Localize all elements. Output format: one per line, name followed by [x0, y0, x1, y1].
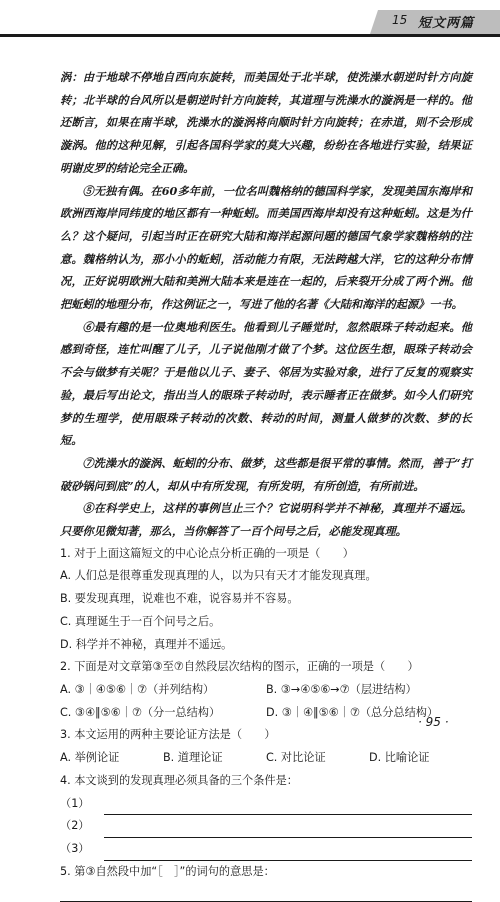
header-rule — [0, 34, 500, 37]
passage-paragraph: ⑧在科学史上，这样的事例岂止三个？它说明科学并不神秘，真理并不遥远。只要你见微知著，那么，当你解答了一百个问号之后，必能发现真理。 — [60, 501, 472, 539]
question-stem: 3. 本文运用的两种主要论证方法是（ ） — [60, 728, 276, 742]
question-stem: 4. 本文谈到的发现真理必须具备的三个条件是： — [60, 773, 298, 787]
blank-number: （2） — [60, 819, 90, 833]
chapter-number: 15 — [392, 13, 408, 27]
section-title: 短文两篇 — [418, 16, 475, 31]
question-1 — [60, 543, 472, 657]
page-content — [60, 66, 472, 902]
question-2 — [60, 656, 472, 724]
passage-paragraph: ⑤无独有偶。在60多年前，一位名叫魏格纳的德国科学家，发现美国东海岸和欧洲西海岸同纬度的地区都有一种蚯蚓。而美国西海岸却没有这种蚯蚓。这是为什么？这个疑问，引起当时正在研究大陆和海洋起源问题的德国气象学家魏格纳的注意。魏格纳认为，那小小的蚯蚓，活动能力有限，无法跨越大洋，它的这种分布情况，正好说明欧洲大陆和美洲大陆本来是连在一起的，后来裂开分成了两个洲。他把蚯蚓的地理分布，作这例证之一，写进了他的名著《大陆和海洋的起源》一书。 — [60, 183, 472, 312]
answer-option[interactable]: D. 比喻论证 — [369, 751, 430, 765]
question-5 — [60, 861, 472, 902]
answer-blank[interactable] — [104, 799, 473, 815]
answer-option[interactable]: D. ③｜④‖⑤⑥｜⑦（总分总结构） — [266, 705, 439, 719]
blank-number: （3） — [60, 841, 90, 855]
answer-option[interactable]: C. ③④‖⑤⑥｜⑦（分一总结构） — [60, 705, 221, 719]
question-stem: 2. 下面是对文章第③至⑦自然段层次结构的图示，正确的一项是（ ） — [60, 660, 419, 674]
answer-option[interactable]: B. 道理论证 — [163, 751, 223, 765]
answer-option[interactable]: B. ③→④⑤⑥→⑦（层进结构） — [266, 682, 417, 696]
answer-option[interactable]: B. 要发现真理，说难也不难，说容易并不容易。 — [60, 592, 299, 606]
passage-paragraph: 涡：由于地球不停地自西向东旋转，而美国处于北半球，使洗澡水朝逆时针方向旋转；北半球的台风所以是朝逆时针方向旋转，其道理与洗澡水的漩涡是一样的。他还断言，如果在南半球，洗澡水的漩涡将向顺时针方向旋转；在赤道，则不会形成漩涡。他的这种见解，引起各国科学家的莫大兴趣，纷纷在各地进行实验，结果证明谢皮罗的结论完全正确。 — [60, 70, 472, 175]
question-3 — [60, 724, 472, 769]
answer-option[interactable]: C. 对比论证 — [266, 751, 326, 765]
answer-option[interactable]: A. 举例论证 — [60, 751, 120, 765]
question-4 — [60, 770, 472, 861]
answer-blank[interactable] — [104, 822, 473, 838]
passage-paragraph: ⑦洗澡水的漩涡、蚯蚓的分布、做梦，这些都是很平常的事情。然而，善于“打破砂锅问到底”的人，却从中有所发现，有所发明，有所创造，有所前进。 — [60, 455, 472, 493]
answer-option[interactable]: D. 科学并不神秘，真理并不遥远。 — [60, 637, 233, 651]
answer-option[interactable]: A. 人们总是很尊重发现真理的人，以为只有天才才能发现真理。 — [60, 569, 377, 583]
answer-blank[interactable] — [60, 883, 472, 902]
answer-option[interactable]: C. 真理诞生于一百个问号之后。 — [60, 614, 221, 628]
page-header — [0, 0, 500, 40]
answer-blank[interactable] — [104, 845, 473, 861]
answer-option[interactable]: A. ③｜④⑤⑥｜⑦（并列结构） — [60, 682, 215, 696]
page-number: · 95 · — [418, 715, 449, 729]
blank-number: （1） — [60, 796, 90, 810]
passage-paragraph: ⑥最有趣的是一位奥地利医生。他看到儿子睡觉时，忽然眼珠子转动起来。他感到奇怪，连忙叫醒了儿子，儿子说他刚才做了个梦。这位医生想，眼珠子转动会不会与做梦有关呢？于是他以儿子、妻子、邻居为实验对象，进行了反复的观察实验，最后写出论文，指出当人的眼珠子转动时，表示睡者正在做梦。如今人们研究梦的生理学，使用眼珠子转动的次数、转动的时间，测量人做梦的次数、梦的长短。 — [60, 319, 472, 448]
question-stem: 5. 第③自然段中加“［ ］”的词句的意思是： — [60, 864, 275, 878]
question-stem: 1. 对于上面这篇短文的中心论点分析正确的一项是（ ） — [60, 546, 354, 560]
